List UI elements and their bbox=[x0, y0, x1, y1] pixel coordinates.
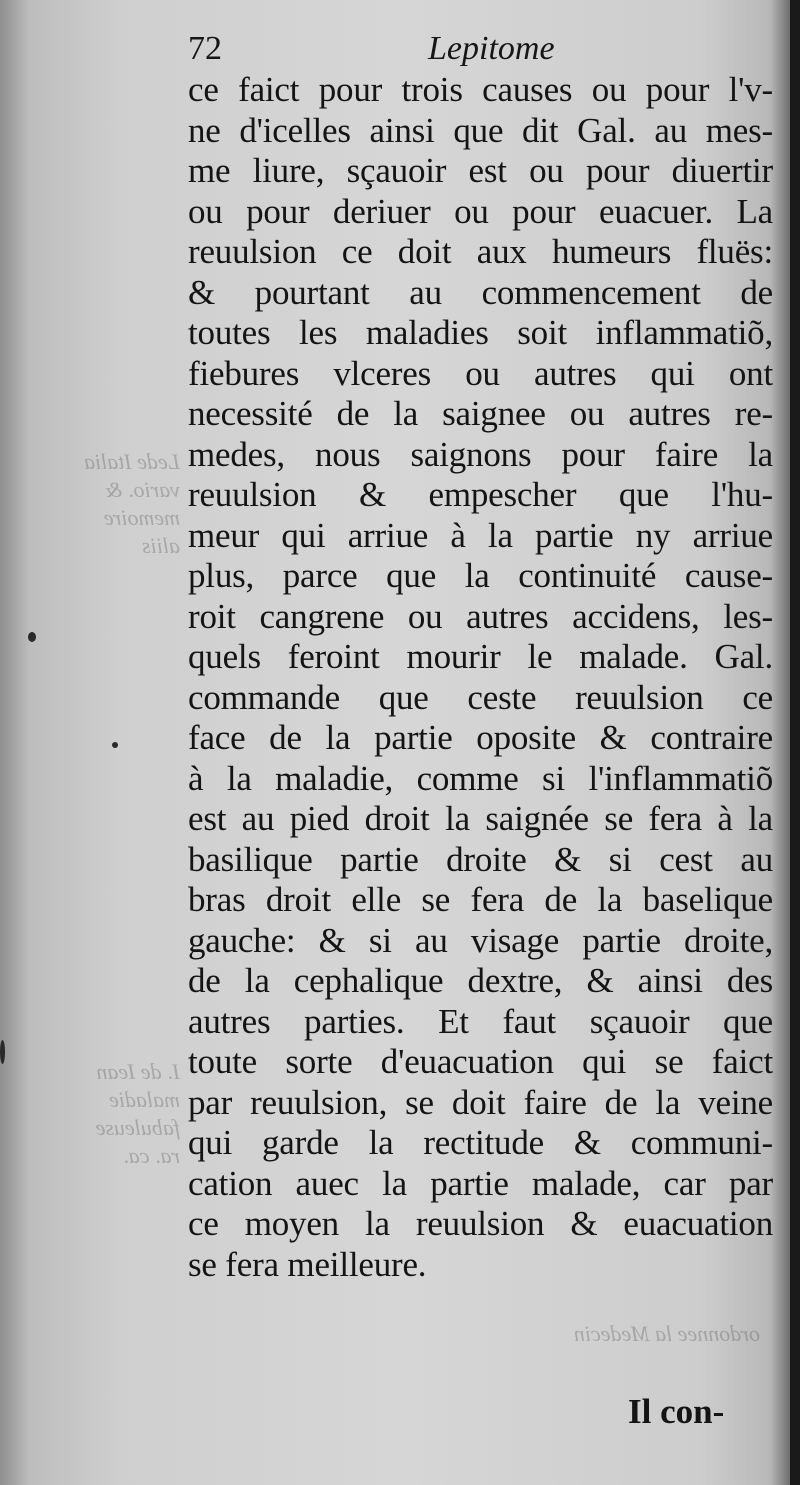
text-line: reuulsion & empescher que l'hu- bbox=[188, 475, 773, 514]
text-line: medes, nous saignons pour faire la bbox=[188, 434, 773, 474]
body-text bbox=[188, 70, 773, 1285]
text-line-last: se fera meilleure. bbox=[188, 1244, 427, 1284]
text-line: gauche: & si au visage partie droite, bbox=[188, 920, 773, 960]
bleed-through-bottom-line: ordonnee la Medecin bbox=[573, 1321, 760, 1346]
page-number: 72 bbox=[188, 30, 222, 67]
text-line: plus, parce que la continuité cause- bbox=[188, 556, 773, 595]
running-title: Lepitome bbox=[428, 30, 555, 67]
ink-speck bbox=[28, 632, 36, 642]
text-line: me liure, sçauoir est ou pour diuertir bbox=[188, 151, 773, 190]
bleed-through-marginalia-top: Lede Italia vario. & memoire aliis bbox=[84, 449, 180, 558]
text-line: bras droit elle se fera de la baselique bbox=[188, 880, 773, 919]
text-line: reuulsion ce doit aux humeurs fluës: bbox=[188, 232, 773, 271]
text-line: qui garde la rectitude & communi- bbox=[188, 1123, 773, 1162]
text-line: de la cephalique dextre, & ainsi des bbox=[188, 961, 773, 1000]
text-line: autres parties. Et faut sçauoir que bbox=[188, 1001, 773, 1041]
text-line: est au pied droit la saignée se fera à la bbox=[188, 799, 773, 838]
page-edge-shadow bbox=[790, 0, 800, 1485]
text-line: à la maladie, comme si l'inflammatiõ bbox=[188, 758, 773, 798]
text-line: necessité de la saignee ou autres re- bbox=[188, 394, 773, 433]
bleed-through-marginalia-bottom: I. de Iean maladie fabuleuse ra. ca. bbox=[95, 1059, 180, 1168]
text-line: toutes les maladies soit inflammatiõ, bbox=[188, 313, 773, 352]
text-line: ne d'icelles ainsi que dit Gal. au mes- bbox=[188, 110, 773, 150]
text-line: commande que ceste reuulsion ce bbox=[188, 677, 773, 717]
text-line: ou pour deriuer ou pour euacuer. La bbox=[188, 191, 773, 231]
text-line: face de la partie oposite & contraire bbox=[188, 718, 773, 757]
text-line: par reuulsion, se doit faire de la veine bbox=[188, 1082, 773, 1122]
page-header bbox=[188, 30, 768, 70]
text-line: roit cangrene ou autres accidens, les- bbox=[188, 596, 773, 636]
catchword: Il con- bbox=[628, 1392, 725, 1431]
text-line: ce faict pour trois causes ou pour l'v- bbox=[188, 70, 773, 109]
text-line: fiebures vlceres ou autres qui ont bbox=[188, 353, 773, 393]
text-line: ce moyen la reuulsion & euacuation bbox=[188, 1204, 773, 1243]
text-line: & pourtant au commencement de bbox=[188, 272, 773, 312]
text-line: meur qui arriue à la partie ny arriue bbox=[188, 515, 773, 555]
text-line: toute sorte d'euacuation qui se faict bbox=[188, 1042, 773, 1081]
ink-speck bbox=[112, 742, 118, 748]
ink-speck bbox=[0, 1040, 5, 1064]
text-line: quels feroint mourir le malade. Gal. bbox=[188, 637, 773, 676]
text-line: basilique partie droite & si cest au bbox=[188, 839, 773, 879]
text-line: cation auec la partie malade, car par bbox=[188, 1163, 773, 1203]
